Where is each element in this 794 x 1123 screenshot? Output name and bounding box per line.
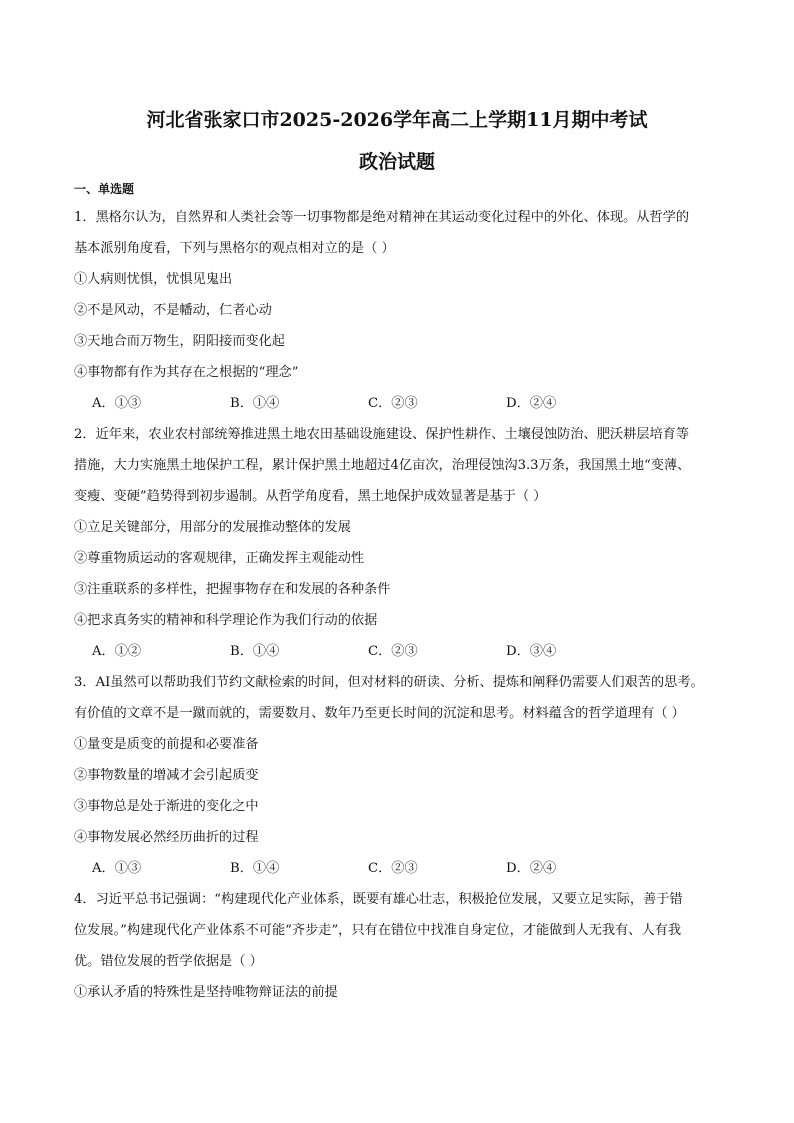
question-stem-line: 基本派别角度看，下列与黑格尔的观点相对立的是（ ）	[74, 241, 395, 256]
question-4	[74, 884, 734, 1008]
option-statement: ①量变是质变的前提和必要准备	[74, 737, 259, 752]
option-statement: ①人病则忧惧，忧惧见鬼出	[74, 272, 233, 287]
choice-d[interactable]: D．③④	[506, 644, 557, 659]
exam-title: 河北省张家口市2025-2026学年高二上学期11月期中考试	[146, 109, 648, 131]
answer-choices	[74, 388, 734, 419]
answer-choices	[74, 636, 734, 667]
question-stem-line: 优。错位发展的哲学依据是（ ）	[74, 954, 263, 969]
choice-b[interactable]: B．①④	[230, 396, 280, 411]
choice-b[interactable]: B．①④	[230, 644, 280, 659]
option-statement: ①立足关键部分，用部分的发展推动整体的发展	[74, 520, 351, 535]
choice-c[interactable]: C．②③	[368, 861, 418, 876]
question-list	[74, 202, 734, 1008]
question-stem-line: 位发展。”构建现代化产业体系不可能“齐步走”，只有在错位中找准自身定位，才能做到人无我有、人有我	[74, 923, 682, 938]
question-stem-line: 2．近年来，农业农村部统筹推进黑土地农田基础设施建设、保护性耕作、土壤侵蚀防治、肥沃耕层培育等	[74, 427, 690, 442]
option-statement: ①承认矛盾的特殊性是坚持唯物辩证法的前提	[74, 985, 338, 1000]
choice-a[interactable]: A．①②	[92, 644, 142, 659]
choice-d[interactable]: D．②④	[506, 861, 557, 876]
option-statement: ②不是风动，不是幡动，仁者心动	[74, 303, 272, 318]
question-stem-line: 1．黑格尔认为，自然界和人类社会等一切事物都是绝对精神在其运动变化过程中的外化、体现。从哲学的	[74, 210, 690, 225]
choice-b[interactable]: B．①④	[230, 861, 280, 876]
option-statement: ③注重联系的多样性，把握事物存在和发展的各种条件	[74, 582, 391, 597]
choice-c[interactable]: C．②③	[368, 396, 418, 411]
question-2	[74, 419, 734, 667]
option-statement: ④事物都有作为其存在之根据的“理念”	[74, 365, 299, 380]
choice-d[interactable]: D．②④	[506, 396, 557, 411]
choice-a[interactable]: A．①③	[92, 396, 142, 411]
question-stem-line: 措施，大力实施黑土地保护工程，累计保护黑土地超过4亿亩次，治理侵蚀沟3.3万条，我国黑土地“变薄、	[74, 458, 691, 473]
option-statement: ④事物发展必然经历曲折的过程	[74, 830, 259, 845]
exam-subtitle: 政治试题	[358, 151, 435, 173]
option-statement: ③事物总是处于渐进的变化之中	[74, 799, 259, 814]
choice-c[interactable]: C．②③	[368, 644, 418, 659]
option-statement: ④把求真务实的精神和科学理论作为我们行动的依据	[74, 613, 378, 628]
section-heading: 一、单选题	[74, 182, 135, 196]
question-stem-line: 变瘦、变硬”趋势得到初步遏制。从哲学角度看，黑土地保护成效显著是基于（ ）	[74, 489, 547, 504]
choice-a[interactable]: A．①③	[92, 861, 142, 876]
answer-choices	[74, 853, 734, 884]
question-3	[74, 667, 734, 884]
question-stem-line: 3．AI虽然可以帮助我们节约文献检索的时间，但对材料的研读、分析、提炼和阐释仍需要人们艰苦的思考。	[74, 675, 704, 690]
option-statement: ③天地合而万物生，阴阳接而变化起	[74, 334, 285, 349]
question-1	[74, 202, 734, 419]
option-statement: ②尊重物质运动的客观规律，正确发挥主观能动性	[74, 551, 365, 566]
question-stem-line: 有价值的文章不是一蹴而就的，需要数月、数年乃至更长时间的沉淀和思考。材料蕴含的哲学道理有（ ）	[74, 706, 685, 721]
question-stem-line: 4．习近平总书记强调：“构建现代化产业体系，既要有雄心壮志，积极抢位发展，又要立足实际，善于错	[74, 892, 683, 907]
option-statement: ②事物数量的增减才会引起质变	[74, 768, 259, 783]
